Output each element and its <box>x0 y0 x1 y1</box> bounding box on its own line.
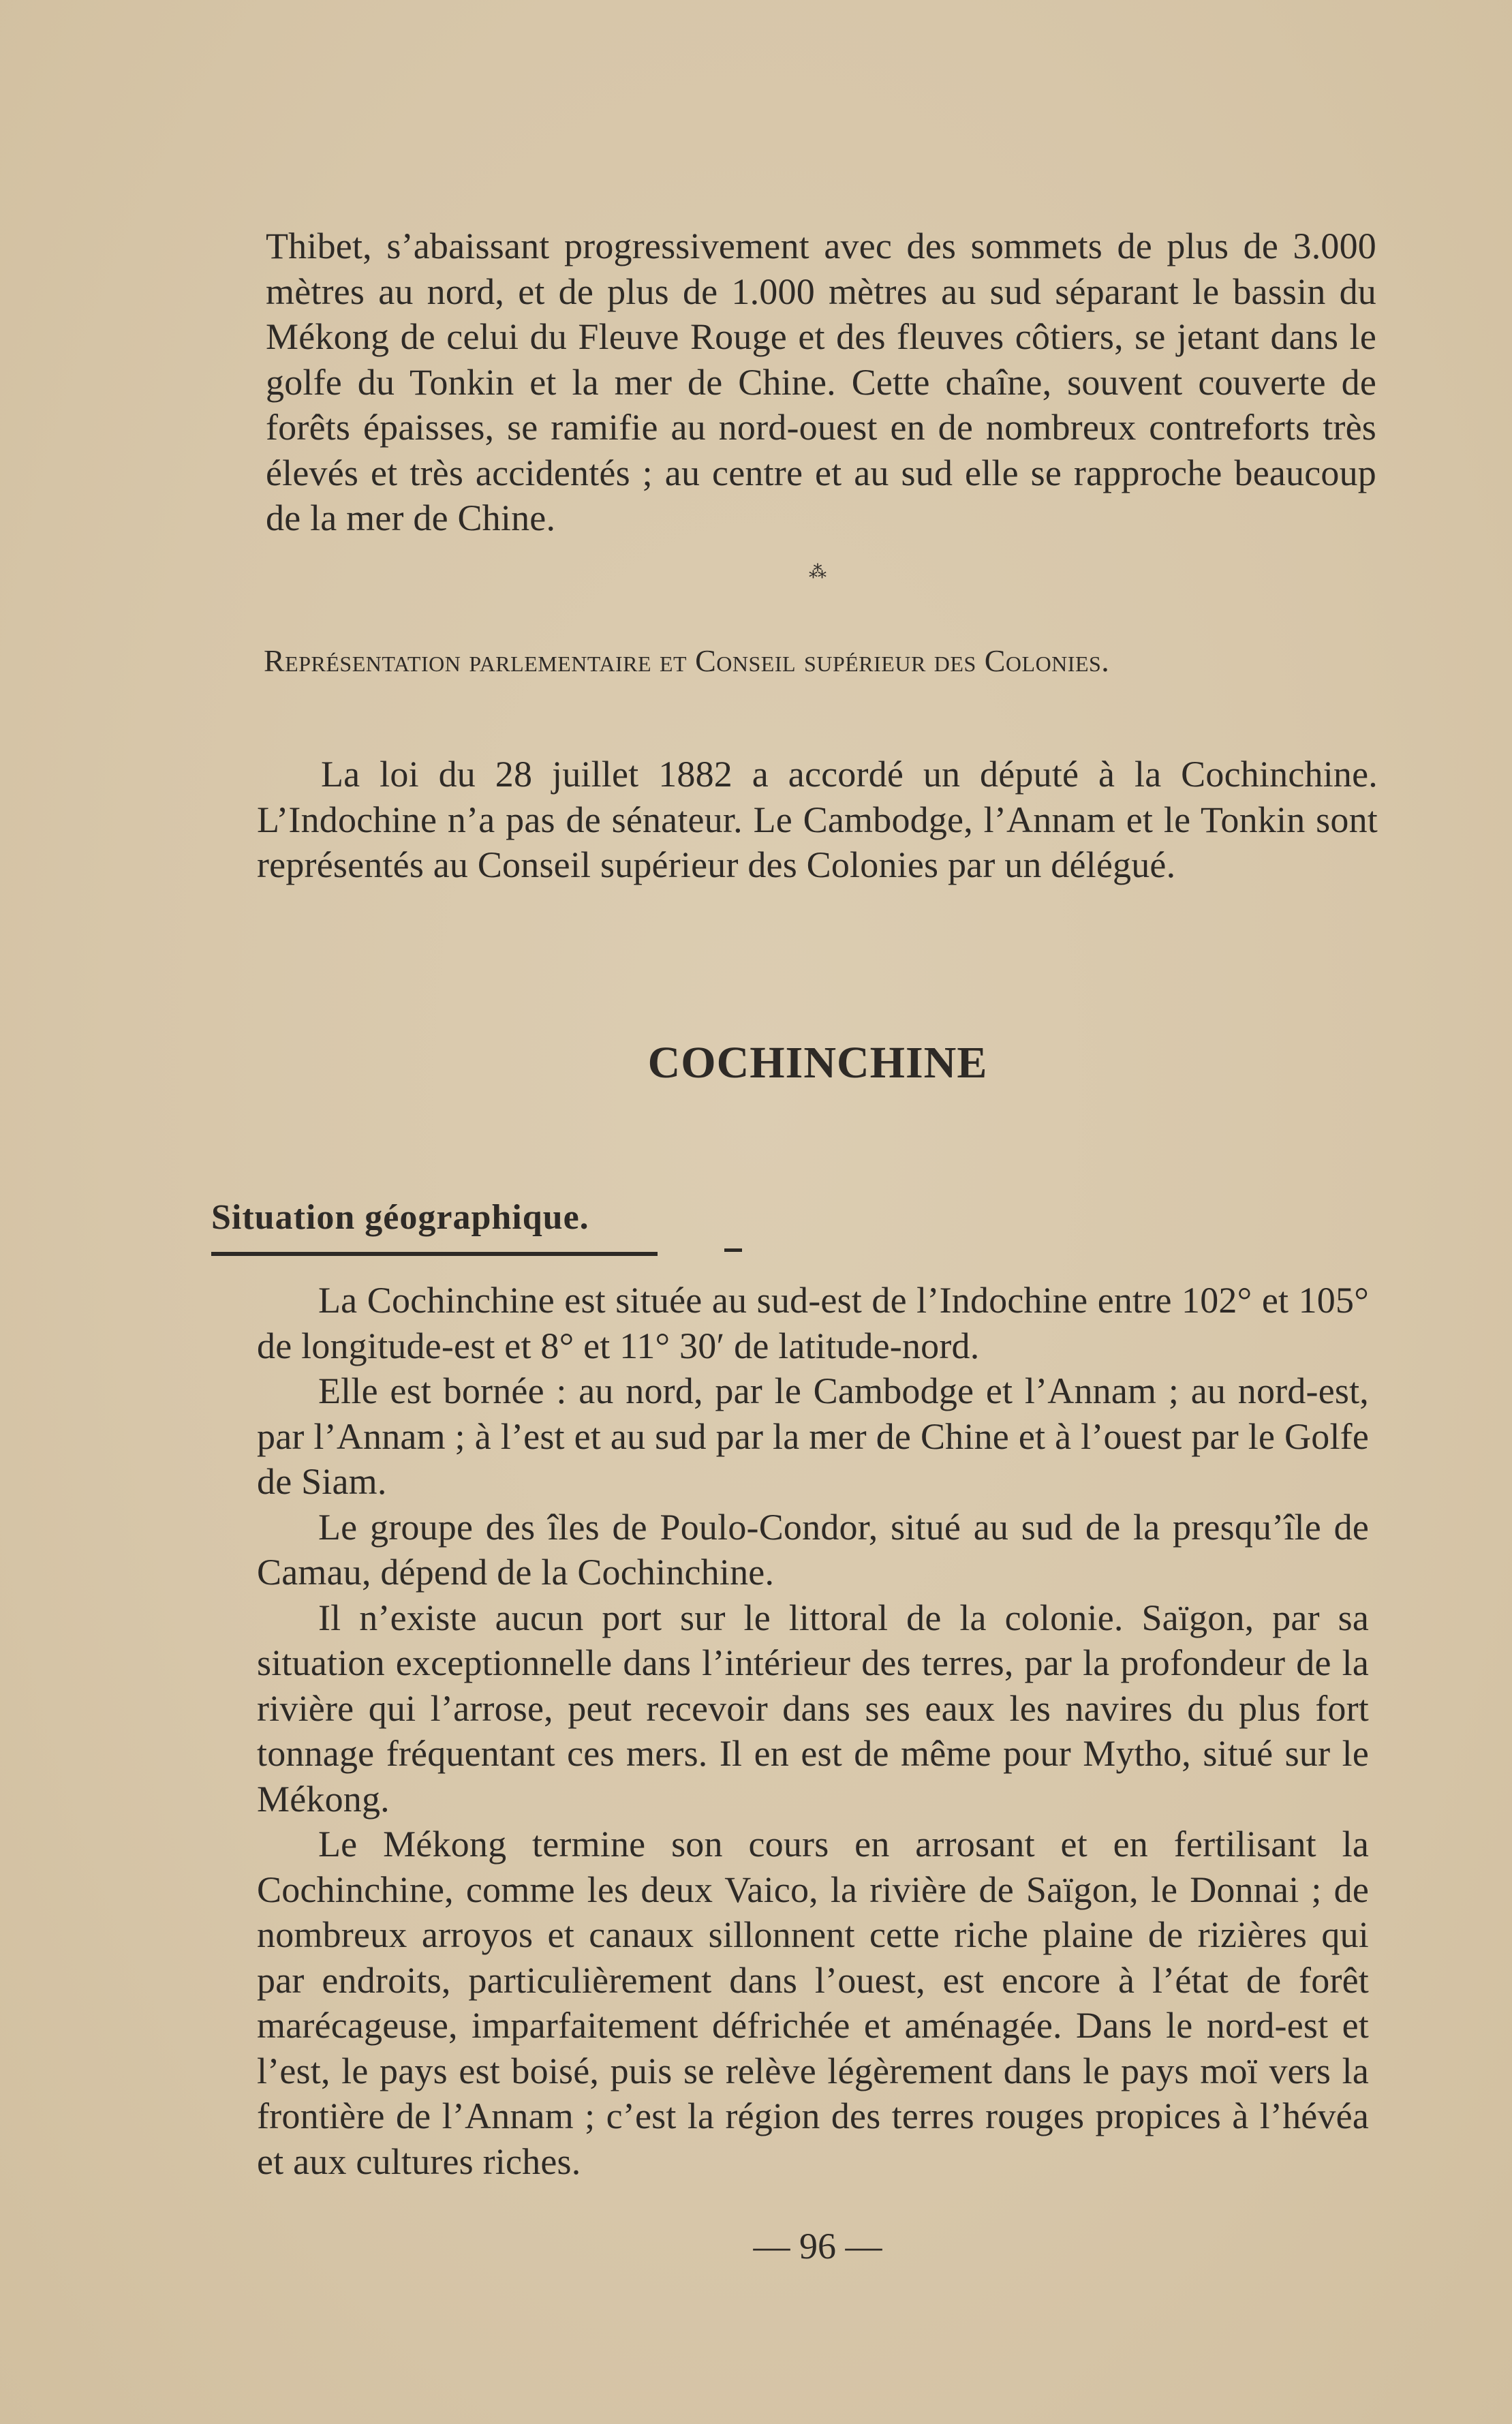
situation-paragraph: Le groupe des îles de Poulo-Condor, situé au sud de la presqu’île de Camau, dépend de la Cochinchine. <box>257 1506 1369 1593</box>
section-heading <box>264 637 1378 685</box>
subsection-underline-dash <box>724 1248 742 1252</box>
situation-paragraph: Le Mékong termine son cours en arrosant et en fertilisant la Cochinchine, comme les deux Vaico, la rivière de Saïgon, le Donnai ; de nombreux arroyos et canaux sillonnent cette riche plaine de rizières qui par endroits, particulièrement dans l’ouest, est encore à l’état de forêt marécageuse, imparfaitement défrichée et aménagée. Dans le nord-est et l’est, le pays est boisé, puis se relève légèrement dans le pays moï vers la frontière de l’Annam ; c’est la région des terres rouges propices à l’hévéa et aux cultures riches. <box>257 1824 1369 2182</box>
subsection-underline <box>211 1252 658 1256</box>
main-title: COCHINCHINE <box>647 1038 988 1088</box>
situation-paragraph: Il n’existe aucun port sur le littoral de la colonie. Saïgon, par sa situation exceptionnelle dans l’intérieur des terres, par la profondeur de la rivière qui l’arrose, peut recevoir dans ses eaux les navires du plus fort tonnage fréquentant ces mers. Il en est de même pour Mytho, situé sur le Mékong. <box>257 1597 1369 1820</box>
page-number: — 96 — <box>753 2226 882 2267</box>
subsection-heading: Situation géographique. <box>211 1198 589 1237</box>
situation-paragraph: Elle est bornée : au nord, par le Cambodge et l’Annam ; au nord-est, par l’Annam ; à l’est et au sud par la mer de Chine et à l’ouest par le Golfe de Siam. <box>257 1370 1369 1502</box>
section-heading-text: Représentation parlementaire et Conseil supérieur des Colonies. <box>264 643 1110 678</box>
section-separator-stars: ⁂ <box>809 562 827 582</box>
representation-paragraph: La loi du 28 juillet 1882 a accordé un député à la Cochinchine. L’Indochine n’a pas de sénateur. Le Cambodge, l’Annam et le Tonkin sont représentés au Conseil supérieur des Colonies par un délégué. <box>257 754 1378 885</box>
situation-text <box>257 1278 1369 2184</box>
situation-paragraph: La Cochinchine est située au sud-est de l’Indochine entre 102° et 105° de longitude-est et 8° et 11° 30′ de latitude-nord. <box>257 1280 1369 1366</box>
intro-paragraph: Thibet, s’abaissant progressivement avec des sommets de plus de 3.000 mètres au nord, et de plus de 1.000 mètres au sud séparant le bassin du Mékong de celui du Fleuve Rouge et des fleuves côtiers, se jetant dans le golfe du Tonkin et la mer de Chine. Cette chaîne, souvent couverte de forêts épaisses, se ramifie au nord-ouest en de nombreux contreforts très élevés et très accidentés ; au centre et au sud elle se rapproche beaucoup de la mer de Chine. <box>266 226 1376 538</box>
